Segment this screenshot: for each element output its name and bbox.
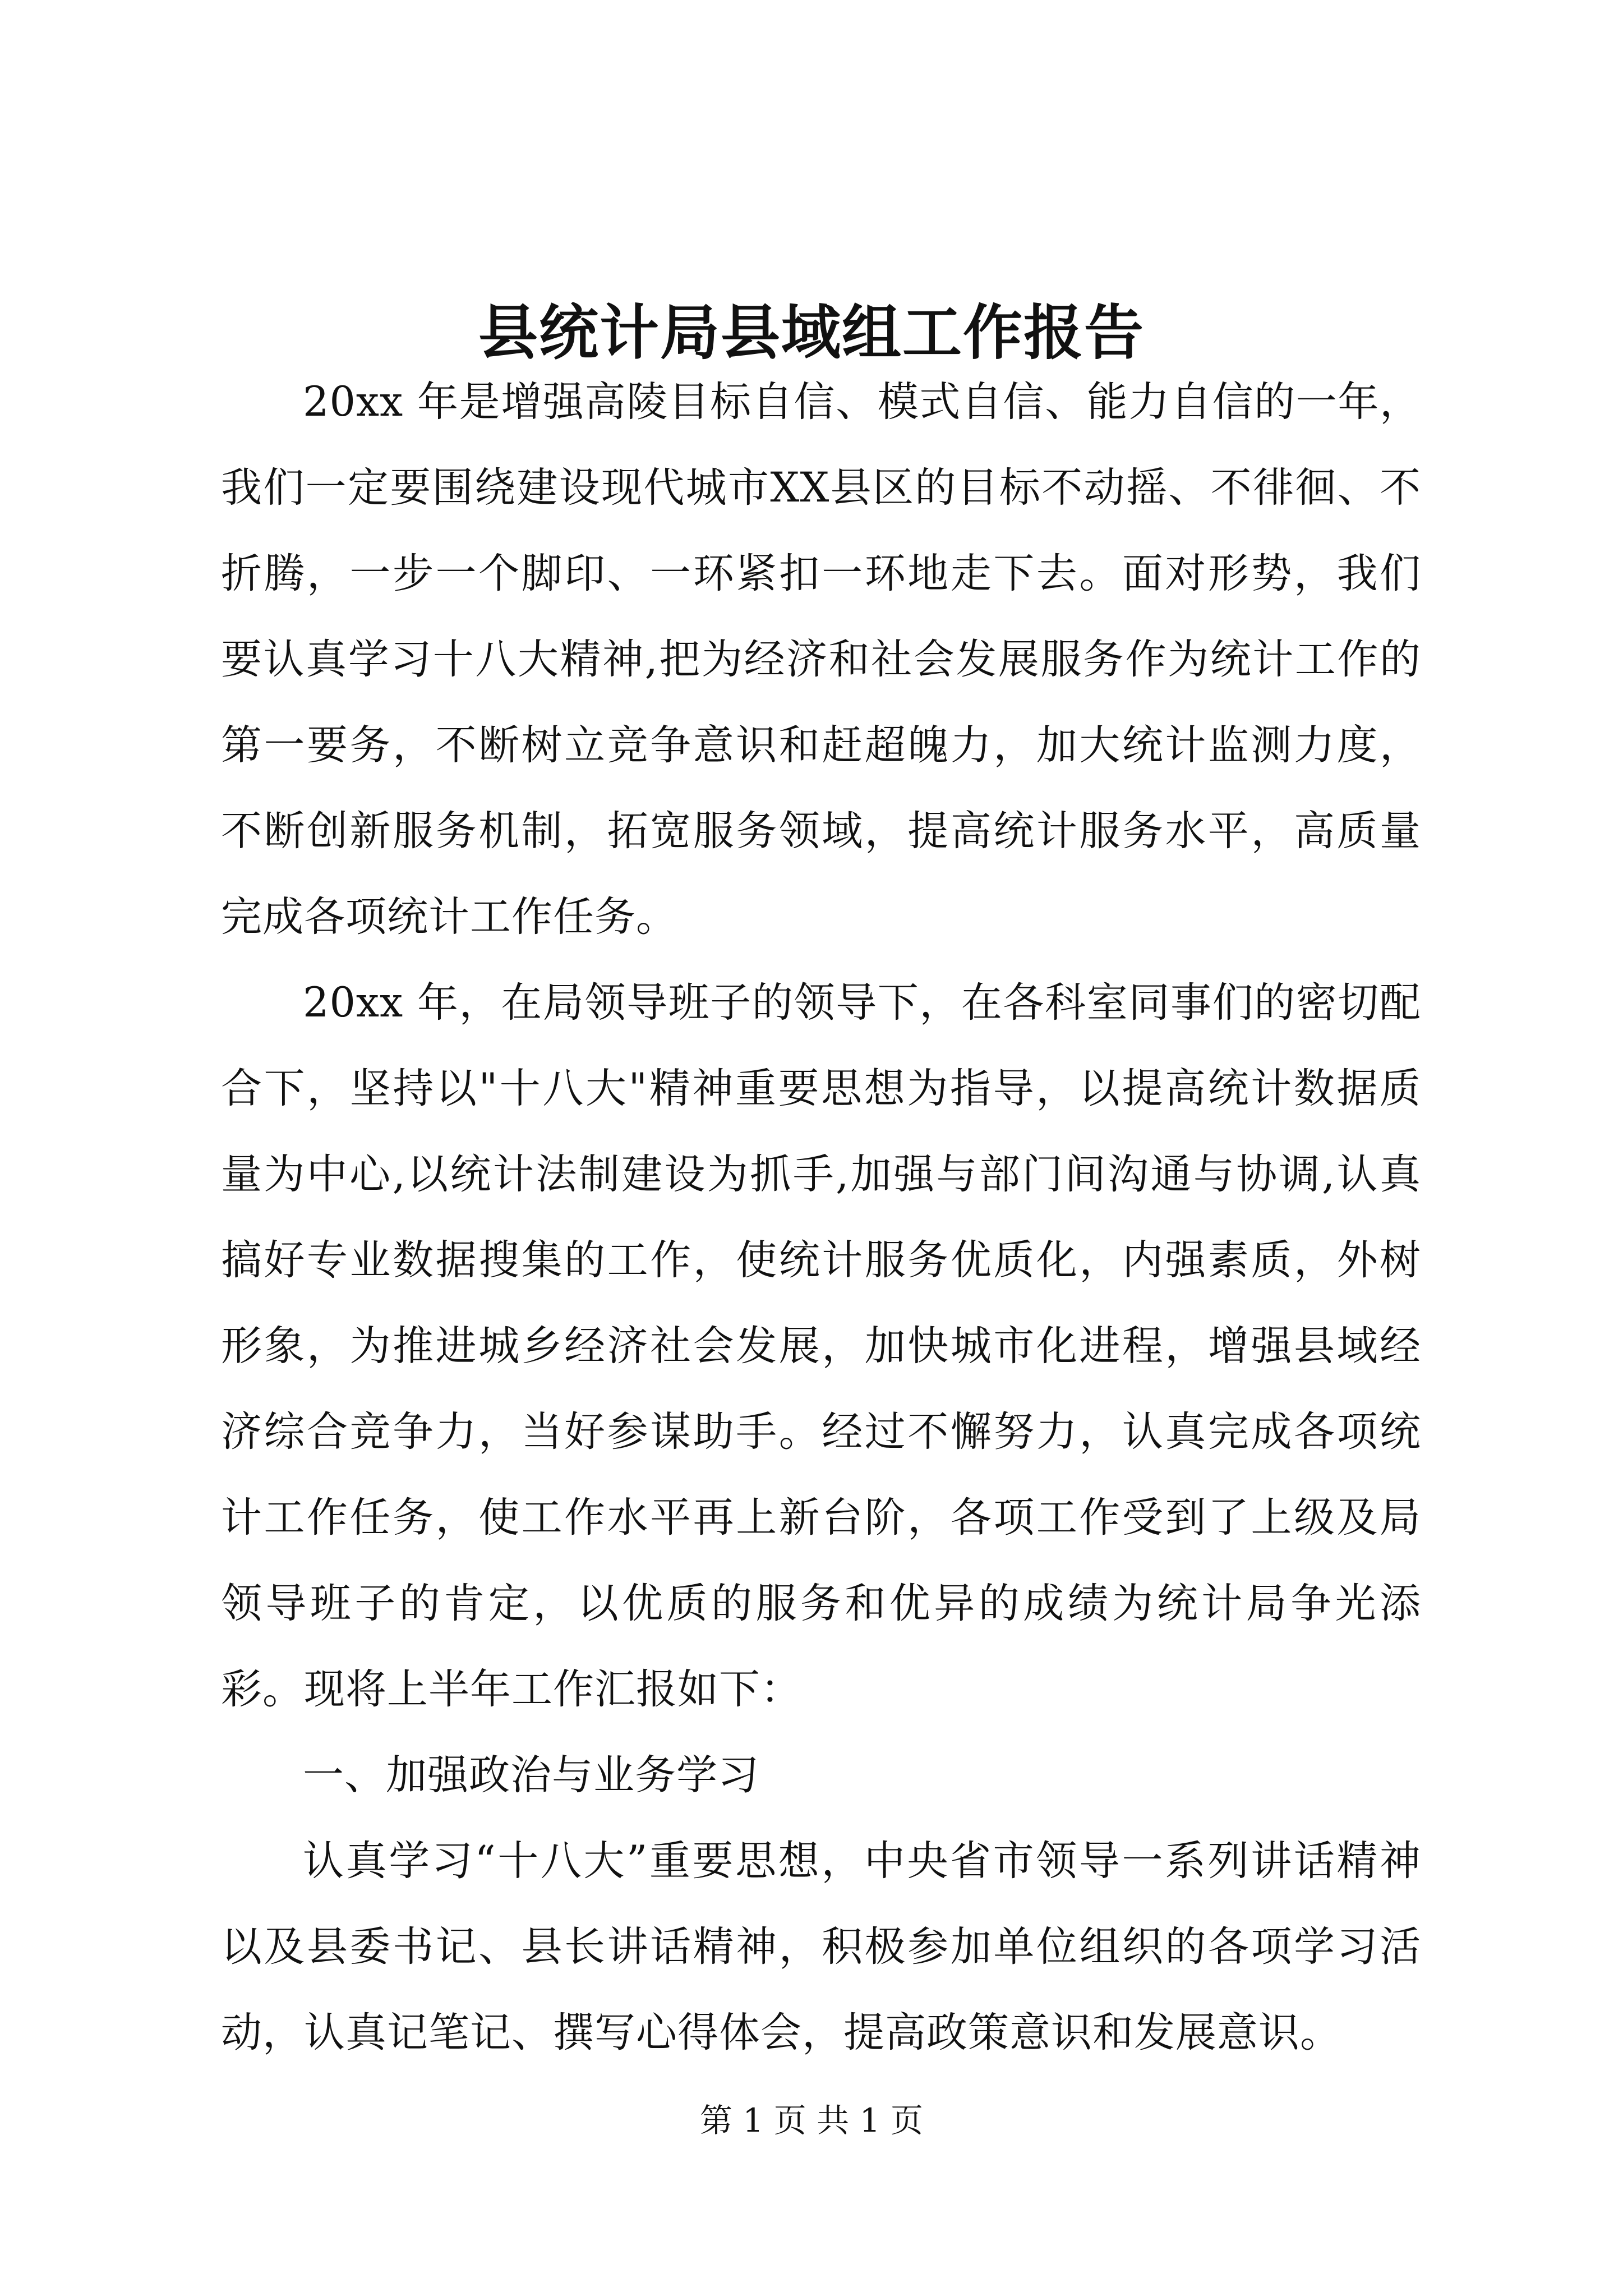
document-body bbox=[221, 359, 1421, 2076]
page-footer: 第 1 页 共 1 页 bbox=[700, 2101, 923, 2139]
section-heading-1: 一、加强政治与业务学习 bbox=[303, 1751, 759, 1799]
paragraph-intro: 20xx 年是增强高陵目标自信、模式自信、能力自信的一年，我们一定要围绕建设现代城市XX县区的目标不动摇、不徘徊、不折腾，一步一个脚印、一环紧扣一环地走下去。面对形势，我们要认真学习十八大精神,把为经济和社会发展服务作为统计工作的第一要务，不断树立竞争意识和赶超魄力，加大统计监测力度，不断创新服务机制，拓宽服务领域，提高统计服务水平，高质量完成各项统计工作任务。 bbox=[221, 378, 1422, 941]
paragraph-section-1: 认真学习“十八大”重要思想，中央省市领导一系列讲话精神以及县委书记、县长讲话精神，积极参加单位组织的各项学习活动，认真记笔记、撰写心得体会，提高政策意识和发展意识。 bbox=[221, 1837, 1421, 2056]
document-title: 县统计局县域组工作报告 bbox=[478, 297, 1145, 367]
paragraph-summary: 20xx 年，在局领导班子的领导下，在各科室同事们的密切配合下，坚持以"十八大"精神重要思想为指导，以提高统计数据质量为中心,以统计法制建设为抓手,加强与部门间沟通与协调,认真搞好专业数据搜集的工作，使统计服务优质化，内强素质，外树形象，为推进城乡经济社会发展，加快城市化进程，增强县域经济综合竞争力，当好参谋助手。经过不懈努力，认真完成各项统计工作任务，使工作水平再上新台阶，各项工作受到了上级及局领导班子的肯定，以优质的服务和优异的成绩为统计局争光添彩。现将上半年工作汇报如下： bbox=[221, 979, 1421, 1713]
